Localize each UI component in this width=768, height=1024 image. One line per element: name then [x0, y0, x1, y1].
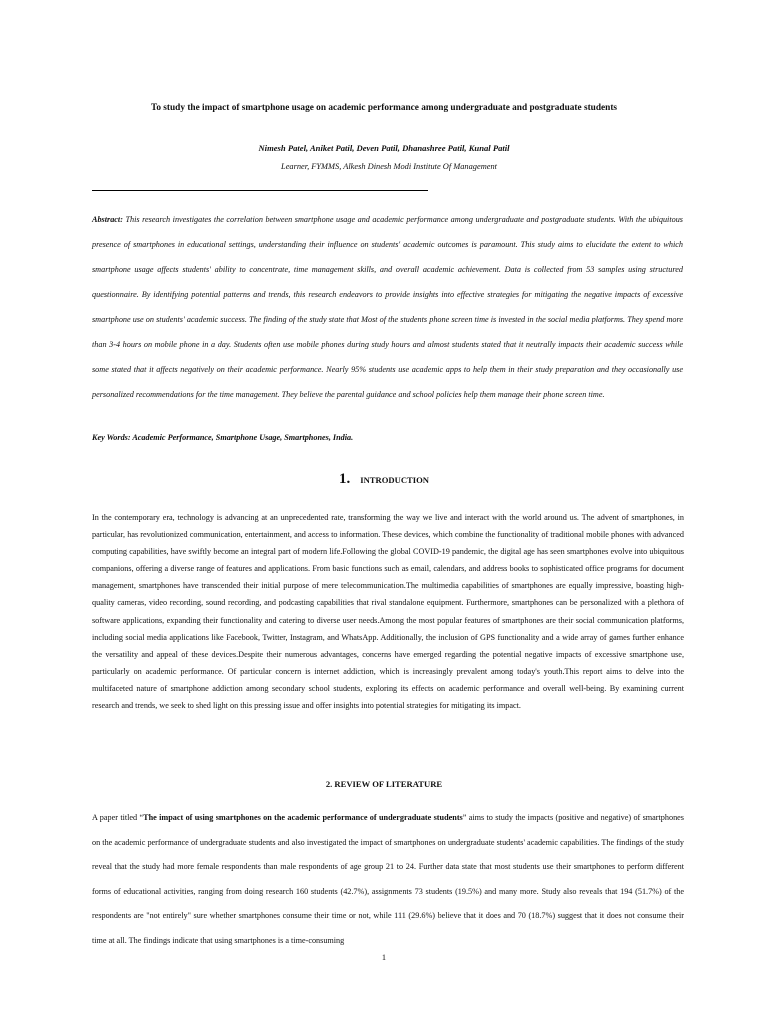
section-heading-introduction: [0, 470, 768, 488]
abstract-paragraph: [92, 207, 683, 407]
author-affiliation: Learner, FYMMS, Alkesh Dinesh Modi Institute Of Management: [281, 162, 497, 171]
introduction-paragraph: In the contemporary era, technology is advancing at an unprecedented rate, transforming the way we live and interact with the world around us. The advent of smartphones, in particular, has revolutionized communication, entertainment, and access to information. These devices, which combine the functionality of traditional mobile phones with advanced computing capabilities, have swiftly become an integral part of modern life.Following the global COVID-19 pandemic, the digital age has seen smartphones evolve into ubiquitous companions, offering a diverse range of features and applications. From basic functions such as email, calendars, and address books to sophisticated office programs for document management, smartphones have transcended their initial purpose of mere telecommunication.The multimedia capabilities of smartphones are equally impressive, boasting high-quality cameras, video recording, sound recording, and podcasting capabilities that rival standalone equipment. Furthermore, smartphones can be personalized with a plethora of software applications, expanding their functionality and catering to diverse user needs.Among the most popular features of smartphones are their social communication platforms, including social media applications like Facebook, Twitter, Instagram, and WhatsApp. Additionally, the inclusion of GPS functionality and a wide array of games further enhance the versatility and appeal of these devices.Despite their numerous advantages, concerns have emerged regarding the potential negative impacts of excessive smartphone use, particularly on academic performance. Of particular concern is internet addiction, which is increasingly prevalent among today's youth.This report aims to delve into the multifaceted nature of smartphone addiction among secondary school students, exploring its effects on academic performance and overall well-being. By examining current research and trends, we seek to shed light on this pressing issue and offer insights into potential strategies for mitigating its impact.: [92, 513, 684, 711]
paper-title: To study the impact of smartphone usage on academic performance among undergraduate and postgraduate students: [150, 103, 618, 113]
author-list: Nimesh Patel, Aniket Patil, Deven Patil, Dhanashree Patil, Kunal Patil: [258, 143, 510, 153]
page-number: 1: [381, 953, 387, 962]
review-paragraph: [92, 806, 684, 954]
cited-paper-title: The impact of using smartphones on the academic performance of undergraduate students: [143, 813, 463, 822]
section-number: 1.: [338, 471, 351, 487]
review-prefix: A paper titled “: [92, 813, 144, 822]
abstract-label: Abstract:: [92, 215, 123, 224]
divider-rule: [92, 190, 428, 191]
abstract-text: This research investigates the correlation between smartphone usage and academic performance among undergraduate and postgraduate students. With the ubiquitous presence of smartphones in educational settings, understanding their influence on students' academic outcomes is paramount. This study aims to elucidate the extent to which smartphone usage affects students' ability to concentrate, time management skills, and overall academic achievement. Data is collected from 53 samples using structured questionnaire. By identifying potential patterns and trends, this research endeavors to provide insights into effective strategies for mitigating the negative impacts of excessive smartphone use on students' academic success. The finding of the study state that Most of the students phone screen time is invested in the social media platforms. They spend more than 3-4 hours on mobile phone in a day. Students often use mobile phones during study hours and almost students stated that it neutrally impacts their academic success while some stated that it affects negatively on their academic performance. Nearly 95% students use academic apps to help them in their study preparation and they occasionally use personalized recommendations for the time management. They believe the parental guidance and school policies help them manage their phone screen time.: [92, 215, 683, 399]
section-heading-review: 2. REVIEW OF LITERATURE: [325, 779, 443, 789]
review-text: ” aims to study the impacts (positive and negative) of smartphones on the academic performance of undergraduate students and also investigated the impact of smartphones on undergraduate students' academic capabilities. The findings of the study reveal that the study had more female respondents than male respondents of age group 21 to 24. Further data state that most students use their smartphones to perform different forms of educational activities, ranging from doing research 160 students (42.7%), assignments 73 students (19.5%) and many more. Study also reveals that 194 (51.7%) of the respondents are "not entirely" sure whether smartphones consume their time or not, while 111 (29.6%) believe that it does and 70 (18.7%) suggest that it does not consume their time at all. The findings indicate that using smartphones is a time-consuming: [92, 813, 684, 945]
keywords-line: Key Words: Academic Performance, Smartphone Usage, Smartphones, India.: [92, 433, 354, 442]
section-title: INTRODUCTION: [360, 475, 429, 485]
